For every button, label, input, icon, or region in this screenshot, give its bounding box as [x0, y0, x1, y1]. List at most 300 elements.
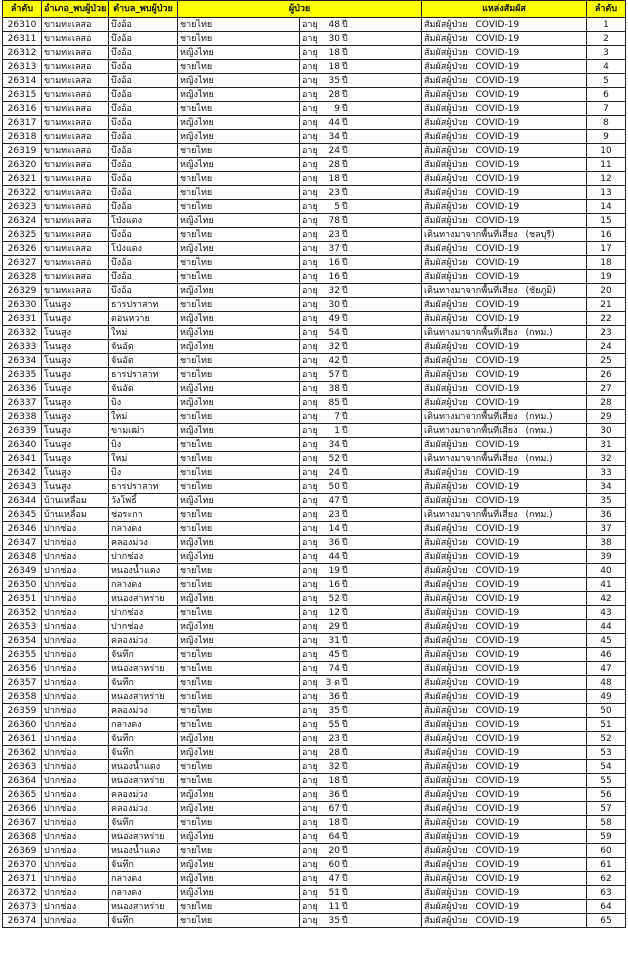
cell-no-text: 26339	[7, 425, 37, 436]
table-row	[3, 228, 626, 242]
cell-order-text: 44	[600, 621, 612, 632]
cell-order-text: 56	[600, 789, 612, 800]
cell-age-unit: ปี	[342, 201, 348, 212]
cell-no	[3, 536, 42, 550]
cell-source	[422, 200, 587, 214]
cell-source-tag: COVID-19	[475, 187, 520, 198]
cell-age-unit: ปี	[342, 215, 348, 226]
cell-source-tag: COVID-19	[475, 593, 520, 604]
cell-source-tag: COVID-19	[475, 845, 520, 856]
cell-subdistrict-text: ใหม่	[111, 453, 128, 464]
cell-no-text: 26325	[7, 229, 37, 240]
cell-district-text: ปากช่อง	[44, 733, 77, 744]
cell-no-text: 26319	[7, 145, 37, 156]
cell-age	[300, 564, 422, 578]
cell-subdistrict-text: กลางดง	[111, 873, 142, 884]
cell-no-text: 26349	[7, 565, 37, 576]
cell-district-text: ปากช่อง	[44, 691, 77, 702]
cell-subdistrict-text: บิง	[111, 397, 122, 408]
cell-order-text: 6	[603, 89, 609, 100]
cell-order	[587, 858, 626, 872]
cell-district	[42, 424, 109, 438]
cell-no-text: 26312	[7, 47, 37, 58]
cell-subdistrict	[109, 620, 178, 634]
cell-order	[587, 830, 626, 844]
cell-district	[42, 830, 109, 844]
cell-sex	[178, 186, 300, 200]
cell-sex-text: หญิงไทย	[180, 117, 214, 128]
cell-age-value: 1	[334, 425, 340, 436]
table-row	[3, 158, 626, 172]
cell-district-text: ปากช่อง	[44, 915, 77, 926]
cell-district	[42, 760, 109, 774]
cell-age-value: 24	[328, 467, 340, 478]
cell-order	[587, 256, 626, 270]
cell-age-value: 35	[328, 705, 340, 716]
cell-source-tag: (กทม.)	[525, 327, 553, 338]
cell-age-value: 16	[328, 579, 340, 590]
cell-no-text: 26348	[7, 551, 37, 562]
cell-age-value: 18	[328, 817, 340, 828]
cell-age	[300, 606, 422, 620]
cell-sex	[178, 368, 300, 382]
cell-no-text: 26328	[7, 271, 37, 282]
cell-no-text: 26346	[7, 523, 37, 534]
cell-source-text: สัมผัสผู้ป่วย	[424, 537, 468, 548]
cell-subdistrict-text: ปากช่อง	[111, 551, 144, 562]
cell-order	[587, 606, 626, 620]
cell-order	[587, 270, 626, 284]
cell-source-text: เดินทางมาจากพื้นที่เสี่ยง	[424, 509, 518, 520]
cell-age-unit: ปี	[342, 173, 348, 184]
cell-no	[3, 592, 42, 606]
cell-no-text: 26313	[7, 61, 37, 72]
cell-age-value: 51	[328, 887, 340, 898]
cell-source	[422, 676, 587, 690]
cell-sex	[178, 620, 300, 634]
cell-subdistrict	[109, 298, 178, 312]
cell-district	[42, 886, 109, 900]
cell-source-text: สัมผัสผู้ป่วย	[424, 915, 468, 926]
cell-no	[3, 620, 42, 634]
cell-age-value: 45	[328, 649, 340, 660]
cell-order	[587, 172, 626, 186]
cell-age-value: 47	[328, 495, 340, 506]
cell-source-tag: COVID-19	[475, 901, 520, 912]
cell-district	[42, 550, 109, 564]
cell-source-tag: COVID-19	[475, 33, 520, 44]
cell-source-tag: (กทม.)	[525, 509, 553, 520]
cell-source-text: สัมผัสผู้ป่วย	[424, 649, 468, 660]
cell-source	[422, 662, 587, 676]
cell-order-text: 25	[600, 355, 612, 366]
cell-age-label: อายุ	[302, 635, 318, 646]
cell-order	[587, 368, 626, 382]
cell-district-text: ปากช่อง	[44, 607, 77, 618]
cell-source-tag: COVID-19	[475, 621, 520, 632]
table-row	[3, 536, 626, 550]
cell-age-value: 32	[328, 761, 340, 772]
cell-sex-text: ชายไทย	[180, 845, 213, 856]
cell-order-text: 35	[600, 495, 612, 506]
cell-no-text: 26327	[7, 257, 37, 268]
cell-source-tag: COVID-19	[475, 887, 520, 898]
cell-age-unit: ปี	[342, 593, 348, 604]
cell-source-text: สัมผัสผู้ป่วย	[424, 131, 468, 142]
cell-subdistrict-text: บึงอ้อ	[111, 89, 132, 100]
cell-no	[3, 564, 42, 578]
cell-source	[422, 914, 587, 928]
cell-source-text: สัมผัสผู้ป่วย	[424, 705, 468, 716]
cell-sex-text: ชายไทย	[180, 187, 213, 198]
cell-age-label: อายุ	[302, 159, 318, 170]
cell-age-value: 35	[328, 915, 340, 926]
cell-order	[587, 382, 626, 396]
table-row	[3, 396, 626, 410]
cell-age-value: 48	[328, 19, 340, 30]
cell-no-text: 26317	[7, 117, 37, 128]
cell-order	[587, 424, 626, 438]
cell-age-value: 36	[328, 691, 340, 702]
cell-order	[587, 438, 626, 452]
cell-district-text: ปากช่อง	[44, 859, 77, 870]
cell-source-text: เดินทางมาจากพื้นที่เสี่ยง	[424, 453, 518, 464]
cell-no	[3, 732, 42, 746]
cell-source-text: สัมผัสผู้ป่วย	[424, 775, 468, 786]
cell-no	[3, 760, 42, 774]
cell-district-text: ขามทะเลสอ	[44, 33, 92, 44]
cell-age-label: อายุ	[302, 705, 318, 716]
cell-sex	[178, 214, 300, 228]
cell-subdistrict	[109, 368, 178, 382]
table-row	[3, 88, 626, 102]
cell-age	[300, 774, 422, 788]
cell-order-text: 40	[600, 565, 612, 576]
cell-subdistrict	[109, 88, 178, 102]
cell-source-tag: COVID-19	[475, 271, 520, 282]
cell-sex-text: หญิงไทย	[180, 551, 214, 562]
cell-sex	[178, 284, 300, 298]
cell-age-unit: ปี	[342, 579, 348, 590]
cell-sex-text: หญิงไทย	[180, 593, 214, 604]
cell-subdistrict-text: ธารปราสาท	[111, 481, 159, 492]
cell-source	[422, 186, 587, 200]
table-row	[3, 172, 626, 186]
cell-order-text: 41	[600, 579, 612, 590]
cell-no	[3, 508, 42, 522]
cell-age-label: อายุ	[302, 495, 318, 506]
cell-district-text: โนนสูง	[44, 369, 72, 380]
cell-district-text: โนนสูง	[44, 411, 72, 422]
cell-source-tag: COVID-19	[475, 201, 520, 212]
cell-age-unit: ปี	[342, 299, 348, 310]
cell-sex-text: หญิงไทย	[180, 537, 214, 548]
cell-source-text: สัมผัสผู้ป่วย	[424, 607, 468, 618]
cell-order-text: 26	[600, 369, 612, 380]
cell-age	[300, 284, 422, 298]
cell-age-label: อายุ	[302, 201, 318, 212]
cell-age	[300, 844, 422, 858]
cell-source	[422, 172, 587, 186]
cell-age	[300, 830, 422, 844]
cell-source-text: สัมผัสผู้ป่วย	[424, 341, 468, 352]
cell-no	[3, 242, 42, 256]
cell-district-text: ปากช่อง	[44, 817, 77, 828]
cell-source-text: สัมผัสผู้ป่วย	[424, 817, 468, 828]
cell-order	[587, 508, 626, 522]
cell-subdistrict	[109, 116, 178, 130]
cell-sex-text: ชายไทย	[180, 677, 213, 688]
cell-age-label: อายุ	[302, 47, 318, 58]
cell-subdistrict-text: จันอัด	[111, 355, 134, 366]
cell-age-unit: ปี	[342, 537, 348, 548]
cell-age	[300, 690, 422, 704]
cell-source-tag: COVID-19	[475, 663, 520, 674]
header-source: แหล่งสัมผัส	[422, 1, 587, 18]
cell-subdistrict	[109, 718, 178, 732]
table-row	[3, 480, 626, 494]
cell-subdistrict	[109, 802, 178, 816]
cell-sex-text: หญิงไทย	[180, 733, 214, 744]
cell-age-label: อายุ	[302, 257, 318, 268]
cell-source	[422, 816, 587, 830]
cell-no-text: 26373	[7, 901, 37, 912]
cell-no	[3, 690, 42, 704]
cell-order-text: 10	[600, 145, 612, 156]
cell-order-text: 39	[600, 551, 612, 562]
cell-no-text: 26365	[7, 789, 37, 800]
cell-subdistrict-text: หนองน้ำแดง	[111, 845, 161, 856]
header-subdistrict: ตำบล_พบผู้ป่วย	[109, 1, 178, 18]
cell-district-text: บ้านเหลื่อม	[44, 509, 87, 520]
table-row	[3, 900, 626, 914]
cell-source-tag: COVID-19	[475, 117, 520, 128]
cell-source-text: สัมผัสผู้ป่วย	[424, 523, 468, 534]
cell-age-value: 57	[328, 369, 340, 380]
cell-source-tag: COVID-19	[475, 579, 520, 590]
cell-sex-text: ชายไทย	[180, 719, 213, 730]
cell-age-value: 34	[328, 131, 340, 142]
cell-subdistrict-text: บิง	[111, 439, 122, 450]
cell-no-text: 26331	[7, 313, 37, 324]
cell-subdistrict	[109, 438, 178, 452]
cell-subdistrict-text: หนองน้ำแดง	[111, 761, 161, 772]
cell-order-text: 38	[600, 537, 612, 548]
cell-age-label: อายุ	[302, 243, 318, 254]
cell-district	[42, 438, 109, 452]
cell-source-text: สัมผัสผู้ป่วย	[424, 47, 468, 58]
cell-order-text: 8	[603, 117, 609, 128]
cell-district-text: ขามทะเลสอ	[44, 201, 92, 212]
table-row	[3, 550, 626, 564]
cell-no-text: 26341	[7, 453, 37, 464]
cell-no-text: 26344	[7, 495, 37, 506]
cell-subdistrict-text: บึงอ้อ	[111, 145, 132, 156]
cell-source-text: เดินทางมาจากพื้นที่เสี่ยง	[424, 411, 518, 422]
cell-age-unit: ปี	[342, 89, 348, 100]
cell-sex	[178, 396, 300, 410]
cell-district-text: ขามทะเลสอ	[44, 271, 92, 282]
cell-age-value: 3 ด	[325, 677, 340, 688]
cell-order-text: 11	[600, 159, 612, 170]
cell-district-text: ปากช่อง	[44, 719, 77, 730]
cell-no-text: 26326	[7, 243, 37, 254]
cell-district-text: ปากช่อง	[44, 831, 77, 842]
cell-subdistrict	[109, 648, 178, 662]
cell-age	[300, 592, 422, 606]
cell-source	[422, 578, 587, 592]
cell-no-text: 26340	[7, 439, 37, 450]
cell-order	[587, 732, 626, 746]
cell-district	[42, 116, 109, 130]
cell-source-text: สัมผัสผู้ป่วย	[424, 789, 468, 800]
cell-subdistrict-text: จันอัด	[111, 341, 134, 352]
cell-order-text: 48	[600, 677, 612, 688]
cell-order	[587, 228, 626, 242]
cell-order-text: 57	[600, 803, 612, 814]
cell-sex	[178, 116, 300, 130]
cell-source-text: สัมผัสผู้ป่วย	[424, 901, 468, 912]
cell-sex-text: ชายไทย	[180, 201, 213, 212]
cell-source-tag: COVID-19	[475, 705, 520, 716]
cell-age-unit: ปี	[342, 677, 348, 688]
cell-source-tag: COVID-19	[475, 551, 520, 562]
table-row	[3, 312, 626, 326]
cell-order	[587, 550, 626, 564]
cell-no	[3, 130, 42, 144]
cell-age-value: 36	[328, 789, 340, 800]
cell-source	[422, 466, 587, 480]
cell-age-label: อายุ	[302, 341, 318, 352]
cell-age-label: อายุ	[302, 89, 318, 100]
cell-age-value: 12	[328, 607, 340, 618]
cell-no	[3, 424, 42, 438]
cell-sex-text: หญิงไทย	[180, 831, 214, 842]
cell-no	[3, 214, 42, 228]
cell-no-text: 26320	[7, 159, 37, 170]
cell-age-value: 64	[328, 831, 340, 842]
cell-order	[587, 564, 626, 578]
cell-age-value: 37	[328, 243, 340, 254]
cell-district-text: ปากช่อง	[44, 705, 77, 716]
cell-subdistrict	[109, 60, 178, 74]
cell-age-label: อายุ	[302, 789, 318, 800]
cell-sex-text: ชายไทย	[180, 61, 213, 72]
cell-source-tag: COVID-19	[475, 243, 520, 254]
cell-source	[422, 900, 587, 914]
cell-order-text: 16	[600, 229, 612, 240]
cell-source-text: สัมผัสผู้ป่วย	[424, 145, 468, 156]
cell-no	[3, 298, 42, 312]
cell-order	[587, 158, 626, 172]
cell-source-tag: COVID-19	[475, 89, 520, 100]
cell-sex	[178, 32, 300, 46]
cell-age-unit: ปี	[342, 75, 348, 86]
cell-source	[422, 32, 587, 46]
cell-source	[422, 508, 587, 522]
cell-no	[3, 662, 42, 676]
cell-district-text: ขามทะเลสอ	[44, 229, 92, 240]
table-row	[3, 746, 626, 760]
cell-subdistrict-text: ขามเฒ่า	[111, 425, 145, 436]
cell-source-tag: (ชัยภูมิ)	[525, 285, 556, 296]
cell-district	[42, 130, 109, 144]
cell-age	[300, 648, 422, 662]
cell-order-text: 13	[600, 187, 612, 198]
cell-source	[422, 718, 587, 732]
cell-age-unit: ปี	[342, 481, 348, 492]
cell-source-tag: COVID-19	[475, 677, 520, 688]
cell-district	[42, 578, 109, 592]
header-district: อำเภอ_พบผู้ป่วย	[42, 1, 109, 18]
cell-no	[3, 816, 42, 830]
cell-district	[42, 732, 109, 746]
cell-age-label: อายุ	[302, 453, 318, 464]
cell-sex-text: หญิงไทย	[180, 215, 214, 226]
cell-source-text: สัมผัสผู้ป่วย	[424, 61, 468, 72]
cell-subdistrict	[109, 326, 178, 340]
cell-subdistrict-text: บึงอ้อ	[111, 33, 132, 44]
cell-order-text: 17	[600, 243, 612, 254]
cell-subdistrict-text: กลางดง	[111, 523, 142, 534]
cell-age-unit: ปี	[342, 845, 348, 856]
cell-age-label: อายุ	[302, 509, 318, 520]
cell-sex	[178, 88, 300, 102]
cell-age-unit: ปี	[342, 789, 348, 800]
cell-source-text: สัมผัสผู้ป่วย	[424, 747, 468, 758]
cell-order-text: 29	[600, 411, 612, 422]
cell-sex-text: ชายไทย	[180, 775, 213, 786]
table-row	[3, 410, 626, 424]
cell-age	[300, 46, 422, 60]
cell-district	[42, 746, 109, 760]
cell-no-text: 26359	[7, 705, 37, 716]
cell-source-tag: (ชลบุรี)	[525, 229, 555, 240]
cell-order	[587, 298, 626, 312]
cell-age	[300, 228, 422, 242]
cell-age	[300, 914, 422, 928]
cell-subdistrict	[109, 256, 178, 270]
cell-source-text: สัมผัสผู้ป่วย	[424, 33, 468, 44]
cell-subdistrict	[109, 816, 178, 830]
table-row	[3, 60, 626, 74]
cell-sex-text: หญิงไทย	[180, 425, 214, 436]
cell-district	[42, 858, 109, 872]
cell-no	[3, 466, 42, 480]
cell-age-unit: ปี	[342, 355, 348, 366]
cell-sex-text: ชายไทย	[180, 761, 213, 772]
cell-subdistrict-text: จันทึก	[111, 817, 134, 828]
cell-no	[3, 452, 42, 466]
cell-order	[587, 704, 626, 718]
cell-source-tag: COVID-19	[475, 173, 520, 184]
table-row	[3, 18, 626, 32]
cell-sex-text: หญิงไทย	[180, 873, 214, 884]
cell-district-text: ปากช่อง	[44, 775, 77, 786]
cell-age-unit: ปี	[342, 117, 348, 128]
cell-sex	[178, 102, 300, 116]
cell-age-unit: ปี	[342, 761, 348, 772]
cell-sex-text: ชายไทย	[180, 915, 213, 926]
cell-age-unit: ปี	[342, 285, 348, 296]
cell-age-value: 49	[328, 313, 340, 324]
cell-source	[422, 844, 587, 858]
cell-sex-text: ชายไทย	[180, 103, 213, 114]
cell-age-value: 18	[328, 47, 340, 58]
header-row	[3, 1, 626, 18]
cell-no	[3, 18, 42, 32]
cell-no	[3, 102, 42, 116]
